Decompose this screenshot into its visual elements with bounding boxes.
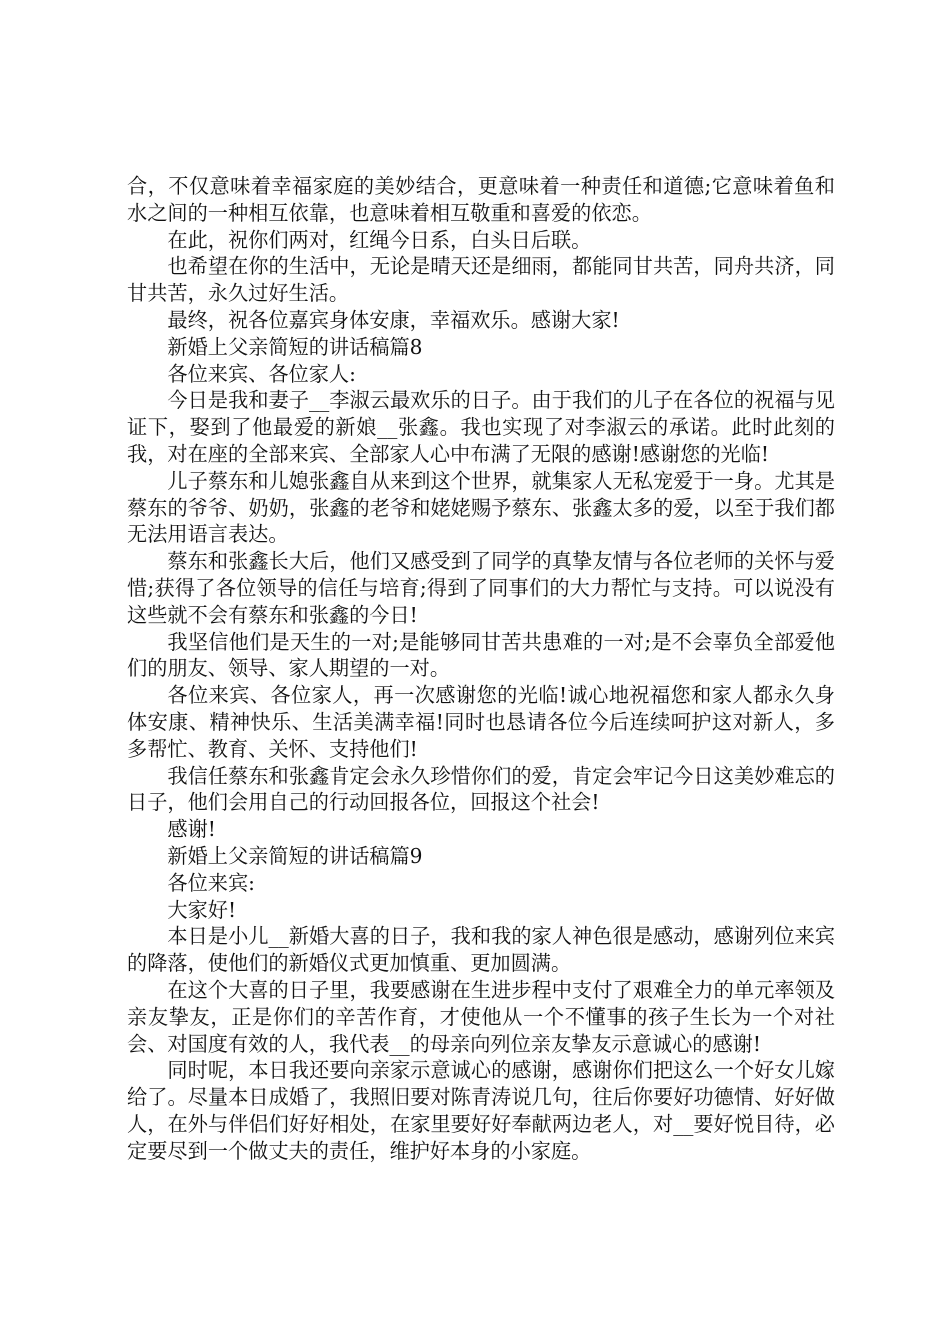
paragraph: 我信任蔡东和张鑫肯定会永久珍惜你们的爱，肯定会牢记今日这美妙难忘的日子，他们会用自己的行动回报各位，回报这个社会! [127,763,835,815]
section-heading-8: 新婚上父亲简短的讲话稿篇8 [167,334,423,359]
paragraph: 也希望在你的生活中，无论是晴天还是细雨，都能同甘共苦，同舟共济，同甘共苦，永久过好生活。 [127,254,835,306]
paragraph: 在这个大喜的日子里，我要感谢在生进步程中支付了艰难全力的单元率领及亲友挚友，正是你们的辛苦作育，才使他从一个不懂事的孩子生长为一个对社会、对国度有效的人，我代表__的母亲向列位亲友挚友示意诚心的感谢! [127,977,835,1056]
section-heading-9: 新婚上父亲简短的讲话稿篇9 [167,843,423,868]
paragraph: 今日是我和妻子__李淑云最欢乐的日子。由于我们的儿子在各位的祝福与见证下，娶到了他最爱的新娘__张鑫。我也实现了对李淑云的承诺。此时此刻的我，对在座的全部来宾、全部家人心中布满了无限的感谢!感谢您的光临! [127,388,835,466]
paragraph-continuation: 合，不仅意味着幸福家庭的美妙结合，更意味着一种责任和道德;它意味着鱼和水之间的一种相互依靠，也意味着相互敬重和喜爱的依恋。 [127,174,835,225]
paragraph: 同时呢，本日我还要向亲家示意诚心的感谢，感谢你们把这么一个好女儿嫁给了。尽量本日成婚了，我照旧要对陈青涛说几句，往后你要好功德情、好好做人，在外与伴侣们好好相处，在家里要好好奉献两边老人，对__要好悦目待，必定要尽到一个做丈夫的责任，维护好本身的小家庭。 [127,1058,835,1163]
paragraph: 本日是小儿__新婚大喜的日子，我和我的家人神色很是感动，感谢列位来宾的降落，使他们的新婚仪式更加慎重、更加圆满。 [127,924,835,976]
paragraph: 蔡东和张鑫长大后，他们又感受到了同学的真挚友情与各位老师的关怀与爱惜;获得了各位领导的信任与培育;得到了同事们的大力帮忙与支持。可以说没有这些就不会有蔡东和张鑫的今日! [127,549,835,627]
document-body [127,173,835,1164]
paragraph: 在此，祝你们两对，红绳今日系，白头日后联。 [167,227,592,252]
paragraph: 各位来宾、各位家人，再一次感谢您的光临!诚心地祝福您和家人都永久身体安康、精神快乐、生活美满幸福!同时也恳请各位今后连续呵护这对新人，多多帮忙、教育、关怀、支持他们! [127,683,835,761]
closing: 感谢! [167,817,216,842]
paragraph: 最终，祝各位嘉宾身体安康，幸福欢乐。感谢大家! [167,307,620,332]
salutation: 各位来宾、各位家人: [167,361,356,386]
paragraph: 儿子蔡东和儿媳张鑫自从来到这个世界，就集家人无私宠爱于一身。尤其是蔡东的爷爷、奶奶，张鑫的老爷和姥姥赐予蔡东、张鑫太多的爱，以至于我们都无法用语言表达。 [127,468,835,547]
greeting: 大家好! [167,897,237,922]
paragraph: 我坚信他们是天生的一对;是能够同甘苦共患难的一对;是不会辜负全部爱他们的朋友、领导、家人期望的一对。 [127,629,835,681]
salutation: 各位来宾: [167,870,255,895]
